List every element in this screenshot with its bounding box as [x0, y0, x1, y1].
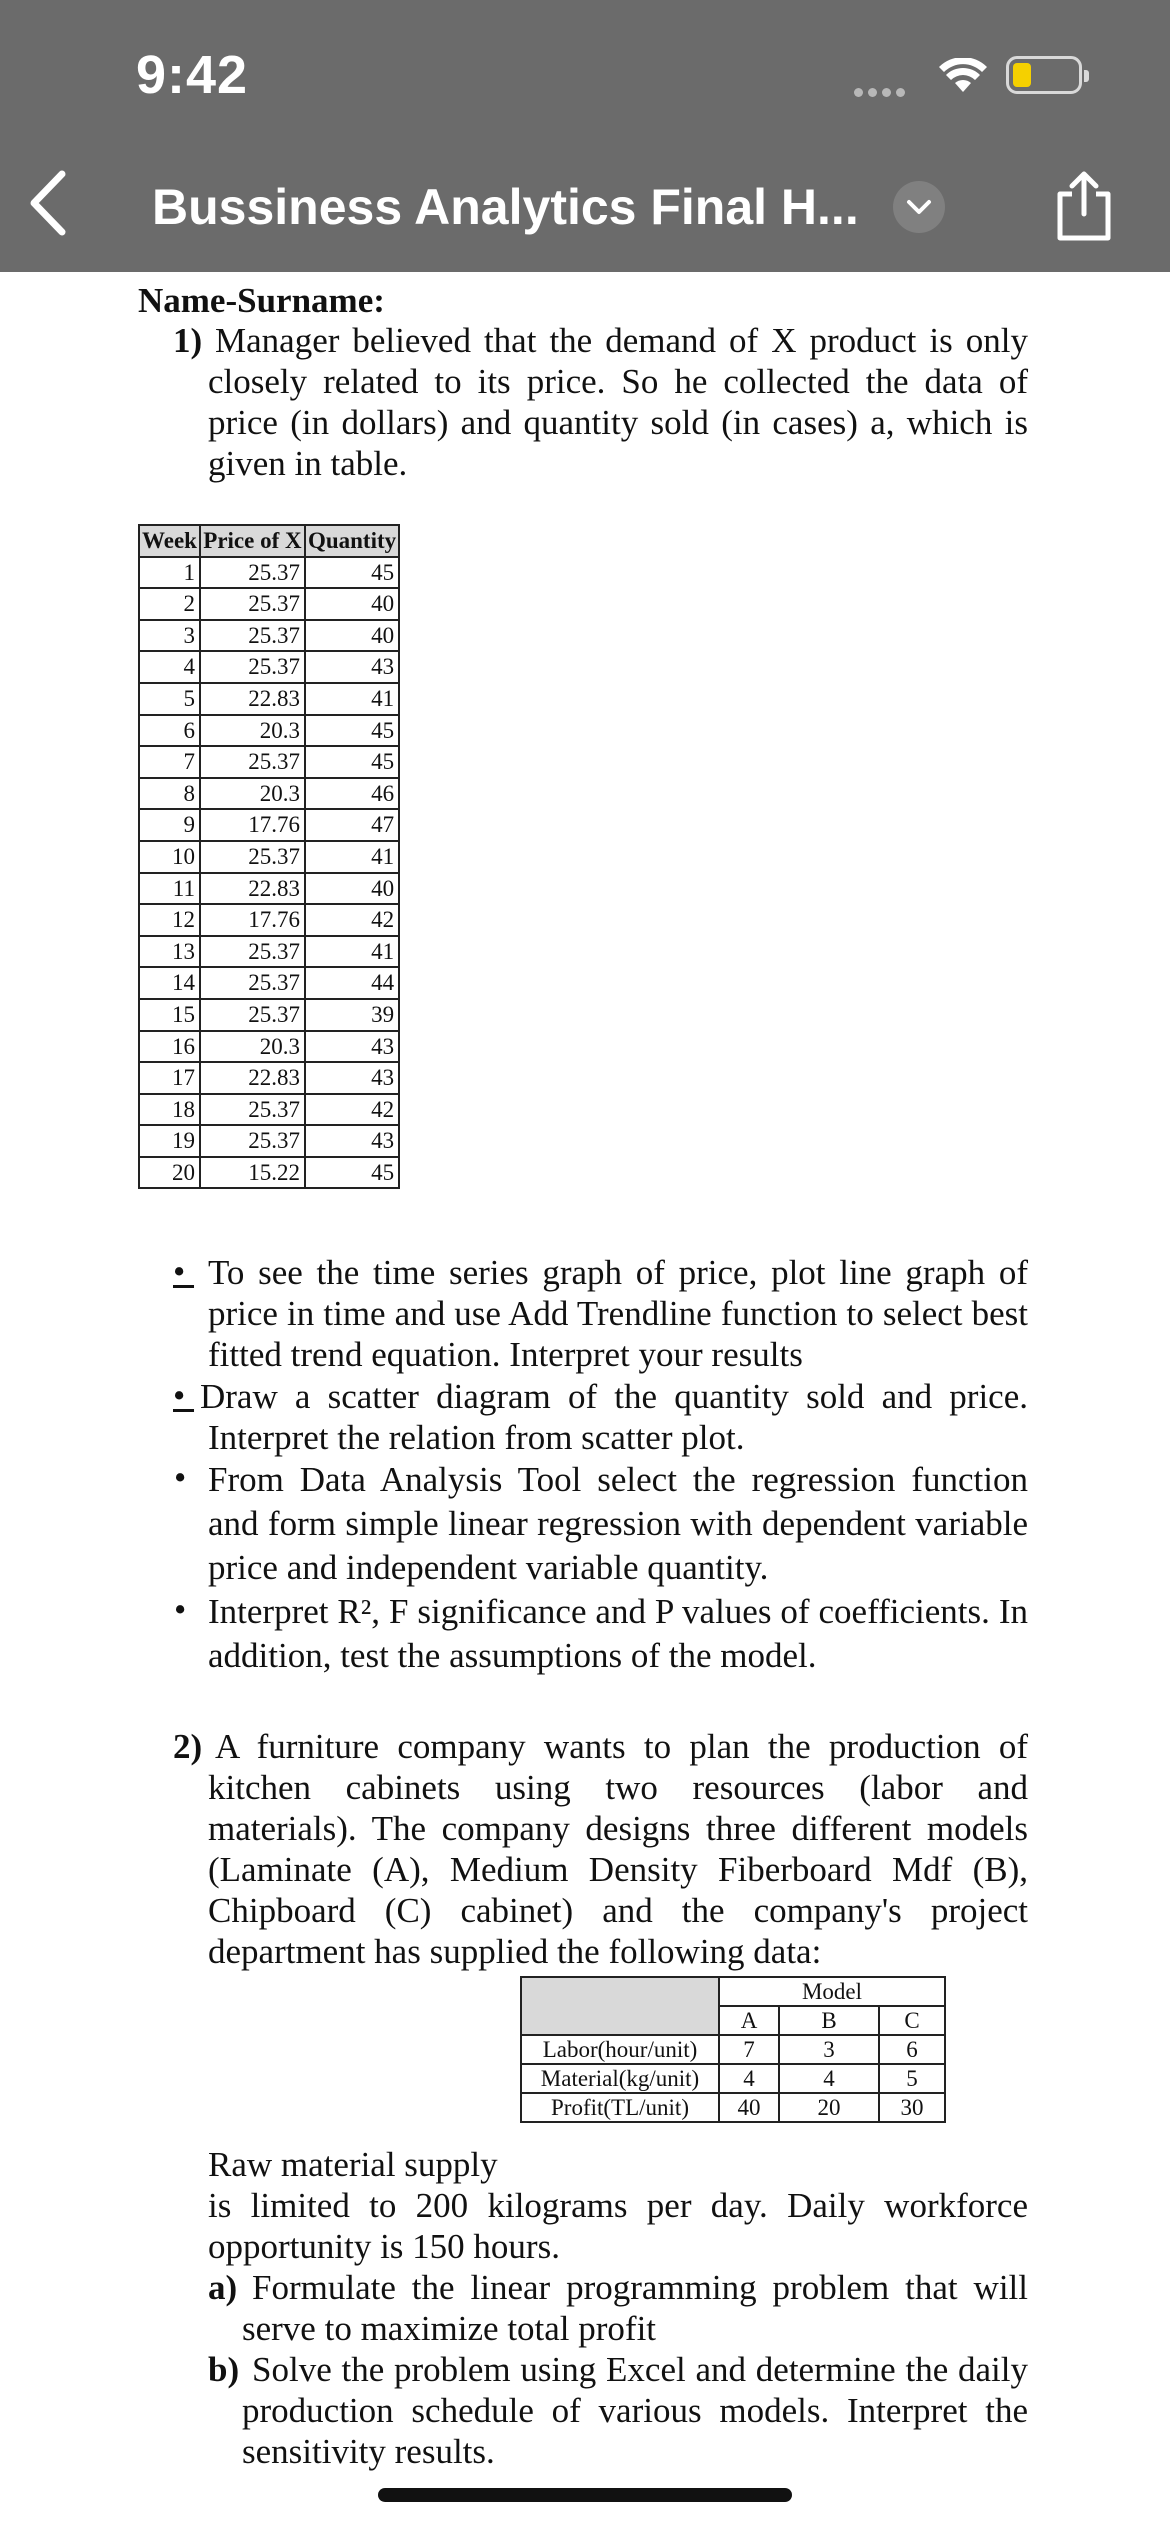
price-cell: 25.37 [200, 651, 305, 683]
quantity-cell: 45 [305, 1157, 399, 1189]
week-cell: 10 [139, 841, 200, 873]
week-cell: 16 [139, 1031, 200, 1063]
header-week: Week [139, 525, 200, 557]
model-col-a: A [719, 2006, 779, 2035]
price-cell: 25.37 [200, 841, 305, 873]
week-cell: 1 [139, 557, 200, 589]
table-row [139, 620, 399, 652]
bullet-item-4: Interpret R², F significance and P values of coefficients. In addition, test the assumptions of the model. [208, 1592, 1028, 1675]
part-b-label: b) [208, 2350, 240, 2389]
model-value-cell: 5 [879, 2064, 945, 2093]
bullet-item-2: Draw a scatter diagram of the quantity sold and price. Interpret the relation from scatter plot. [200, 1377, 1028, 1457]
price-cell: 25.37 [200, 967, 305, 999]
quantity-cell: 40 [305, 873, 399, 905]
model-value-cell: 3 [779, 2035, 879, 2064]
model-value-cell: 6 [879, 2035, 945, 2064]
table-row [139, 1094, 399, 1126]
price-cell: 25.37 [200, 1094, 305, 1126]
quantity-cell: 47 [305, 809, 399, 841]
top-bar [0, 0, 1170, 272]
model-value-cell: 30 [879, 2093, 945, 2122]
quantity-cell: 45 [305, 746, 399, 778]
part-a-label: a) [208, 2268, 238, 2307]
q1-number: 1) [173, 321, 203, 360]
quantity-cell: 42 [305, 904, 399, 936]
quantity-cell: 43 [305, 1062, 399, 1094]
row-label: Labor(hour/unit) [521, 2035, 719, 2064]
table-row [139, 1062, 399, 1094]
bullet-marker: • [174, 1590, 187, 1629]
quantity-cell: 40 [305, 588, 399, 620]
name-surname-label: Name-Surname: [138, 281, 385, 320]
price-cell: 25.37 [200, 620, 305, 652]
price-cell: 20.3 [200, 1031, 305, 1063]
price-cell: 25.37 [200, 1125, 305, 1157]
model-value-cell: 7 [719, 2035, 779, 2064]
price-cell: 22.83 [200, 1062, 305, 1094]
bullet-marker: • [173, 1376, 195, 1415]
table-row [139, 557, 399, 589]
week-cell: 7 [139, 746, 200, 778]
table-row [139, 809, 399, 841]
quantity-cell: 44 [305, 967, 399, 999]
table-row [139, 967, 399, 999]
week-cell: 12 [139, 904, 200, 936]
quantity-cell: 43 [305, 1031, 399, 1063]
table-row [139, 1157, 399, 1189]
cellular-signal-icon [854, 84, 910, 102]
week-cell: 15 [139, 999, 200, 1031]
quantity-cell: 46 [305, 778, 399, 810]
price-cell: 25.37 [200, 746, 305, 778]
table-header-row [139, 525, 399, 557]
quantity-cell: 41 [305, 683, 399, 715]
share-button[interactable] [1052, 168, 1116, 249]
bullet-marker: • [174, 1458, 187, 1497]
table-row [139, 588, 399, 620]
table-row [139, 904, 399, 936]
document-title[interactable]: Bussiness Analytics Final H... [152, 179, 859, 235]
table-row [139, 715, 399, 747]
quantity-cell: 41 [305, 841, 399, 873]
table-row [521, 2035, 945, 2064]
price-cell: 25.37 [200, 999, 305, 1031]
week-cell: 9 [139, 809, 200, 841]
week-cell: 2 [139, 588, 200, 620]
table-row [139, 1125, 399, 1157]
model-table [520, 1976, 946, 2123]
supply-text-1: Raw material supply [208, 2145, 498, 2184]
bullet-item-3: From Data Analysis Tool select the regression function and form simple linear regression with dependent variable price and independent variable quantity. [208, 1460, 1028, 1587]
model-col-c: C [879, 2006, 945, 2035]
model-value-cell: 20 [779, 2093, 879, 2122]
bullet-marker: • [173, 1252, 195, 1291]
model-header: Model [719, 1977, 945, 2006]
week-cell: 18 [139, 1094, 200, 1126]
quantity-cell: 42 [305, 1094, 399, 1126]
table-row [139, 651, 399, 683]
battery-icon [1006, 56, 1082, 94]
quantity-cell: 45 [305, 557, 399, 589]
table-row [139, 999, 399, 1031]
model-value-cell: 4 [779, 2064, 879, 2093]
supply-text-2: is limited to 200 kilograms per day. Daily workforce opportunity is 150 hours. [208, 2186, 1028, 2266]
quantity-cell: 43 [305, 1125, 399, 1157]
model-value-cell: 40 [719, 2093, 779, 2122]
model-value-cell: 4 [719, 2064, 779, 2093]
bullet-item-1: To see the time series graph of price, plot line graph of price in time and use Add Trendline function to select best fitted trend equation. Interpret your results [208, 1253, 1028, 1374]
week-cell: 5 [139, 683, 200, 715]
q2-number: 2) [173, 1727, 203, 1766]
row-label: Profit(TL/unit) [521, 2093, 719, 2122]
price-cell: 17.76 [200, 809, 305, 841]
table-row [139, 778, 399, 810]
price-quantity-table [138, 524, 400, 1189]
table-row [139, 936, 399, 968]
table-row [521, 2064, 945, 2093]
price-cell: 25.37 [200, 588, 305, 620]
home-indicator[interactable] [378, 2488, 792, 2502]
wifi-icon [938, 58, 988, 99]
title-dropdown-button[interactable] [893, 181, 945, 233]
quantity-cell: 43 [305, 651, 399, 683]
price-cell: 25.37 [200, 936, 305, 968]
week-cell: 17 [139, 1062, 200, 1094]
week-cell: 19 [139, 1125, 200, 1157]
quantity-cell: 45 [305, 715, 399, 747]
back-button[interactable] [26, 168, 70, 243]
table-row [139, 841, 399, 873]
price-cell: 22.83 [200, 683, 305, 715]
table-row [139, 1031, 399, 1063]
q2-text: A furniture company wants to plan the production of kitchen cabinets using two resources (labor and materials). The company designs three different models (Laminate (A), Medium Density Fiberboard Mdf (B), Chipboard (C) cabinet) and the company's project department has supplied the following data: [208, 1727, 1028, 1971]
table-row [139, 873, 399, 905]
week-cell: 6 [139, 715, 200, 747]
price-cell: 20.3 [200, 715, 305, 747]
week-cell: 3 [139, 620, 200, 652]
chevron-down-icon [893, 181, 945, 233]
quantity-cell: 41 [305, 936, 399, 968]
part-b-text: Solve the problem using Excel and determine the daily production schedule of various models. Interpret the sensitivity results. [242, 2350, 1028, 2471]
status-time: 9:42 [136, 45, 249, 105]
table-row [139, 683, 399, 715]
week-cell: 14 [139, 967, 200, 999]
week-cell: 11 [139, 873, 200, 905]
week-cell: 20 [139, 1157, 200, 1189]
week-cell: 13 [139, 936, 200, 968]
price-cell: 25.37 [200, 557, 305, 589]
week-cell: 4 [139, 651, 200, 683]
table-row [139, 746, 399, 778]
price-cell: 22.83 [200, 873, 305, 905]
model-col-b: B [779, 2006, 879, 2035]
quantity-cell: 39 [305, 999, 399, 1031]
header-quantity: Quantity [305, 525, 399, 557]
week-cell: 8 [139, 778, 200, 810]
part-a-text: Formulate the linear programming problem that will serve to maximize total profit [242, 2268, 1028, 2348]
model-table-corner [521, 1977, 719, 2035]
price-cell: 17.76 [200, 904, 305, 936]
price-cell: 20.3 [200, 778, 305, 810]
row-label: Material(kg/unit) [521, 2064, 719, 2093]
q1-text: Manager believed that the demand of X product is only closely related to its price. So he collected the data of price (in dollars) and quantity sold (in cases) a, which is given in table. [208, 321, 1028, 483]
table-row [521, 2093, 945, 2122]
header-price: Price of X [200, 525, 305, 557]
quantity-cell: 40 [305, 620, 399, 652]
share-icon [1052, 168, 1116, 244]
price-cell: 15.22 [200, 1157, 305, 1189]
